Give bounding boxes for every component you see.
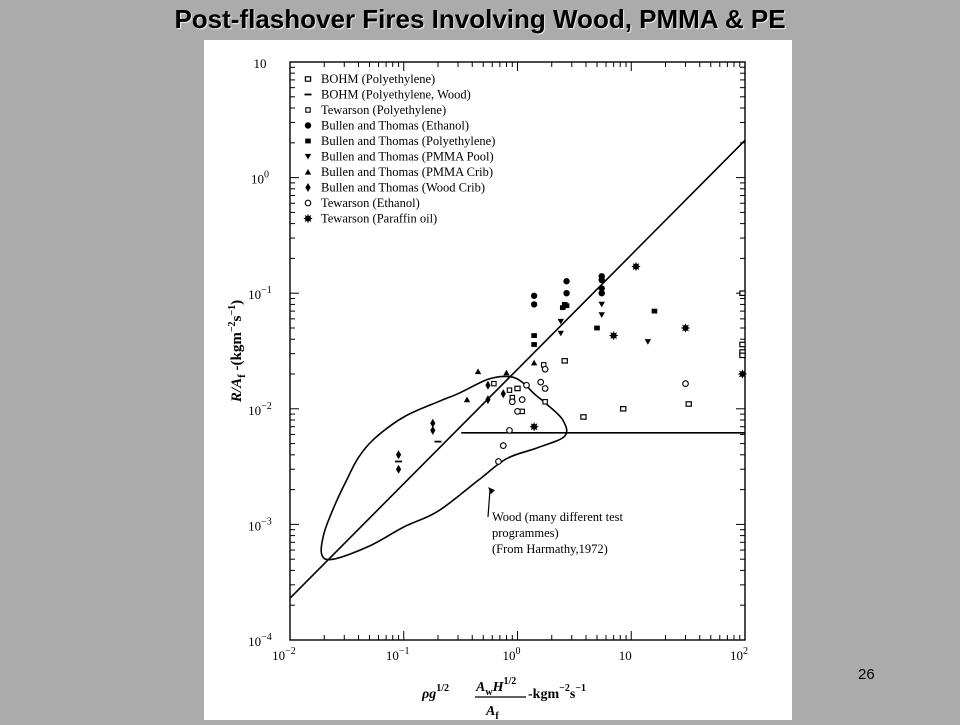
data-point — [524, 382, 530, 388]
y-tick-label: $10^{-4}$ — [248, 632, 272, 649]
data-point — [564, 303, 570, 308]
data-point — [599, 302, 605, 308]
data-point — [396, 465, 401, 474]
legend-marker — [306, 108, 310, 112]
legend-entry: Tewarson (Paraffin oil) — [321, 211, 438, 226]
y-axis-title: $R/A_f$ $-(kgm^{-2}s^{-1})$ — [227, 299, 248, 403]
data-point — [645, 339, 651, 345]
data-point — [531, 360, 537, 366]
legend-marker — [305, 122, 311, 128]
data-point — [594, 326, 600, 331]
legend-entry: Tewarson (Ethanol) — [321, 196, 420, 210]
annotation-text: (From Harmathy,1972) — [492, 542, 608, 556]
series-9 — [530, 262, 747, 431]
x-tick-label: $10^2$ — [730, 646, 748, 663]
data-point — [632, 262, 640, 270]
data-point — [485, 381, 490, 390]
annotation-text: Wood (many different test — [492, 510, 624, 524]
legend-entry: Bullen and Thomas (Wood Crib) — [321, 180, 486, 195]
data-point — [542, 366, 548, 372]
legend — [304, 72, 496, 226]
legend-marker — [305, 154, 311, 160]
data-point — [519, 397, 525, 403]
y-axis-label — [227, 300, 248, 403]
data-point — [530, 423, 538, 431]
x-axis-title-numerator: $A_wH^{1/2}$ — [476, 676, 517, 698]
y-tick-label: $10^0$ — [251, 169, 269, 187]
legend-marker — [305, 169, 311, 175]
x-tick-label: $10^{-2}$ — [272, 646, 296, 663]
chart-svg — [204, 40, 792, 720]
data-point — [609, 331, 617, 339]
data-point — [492, 381, 496, 385]
data-point — [509, 399, 515, 405]
data-point — [683, 381, 689, 387]
y-tick-label: $10^{-3}$ — [248, 516, 272, 534]
data-point — [396, 450, 401, 459]
data-point — [496, 459, 502, 465]
data-point — [531, 342, 537, 347]
series-1 — [395, 442, 441, 462]
data-point — [621, 407, 626, 411]
legend-entry: Bullen and Thomas (Ethanol) — [321, 118, 470, 133]
legend-marker — [305, 183, 310, 192]
data-point — [581, 415, 586, 419]
legend-marker — [305, 200, 311, 206]
x-tick-label: 10 — [618, 648, 632, 663]
x-axis-label — [421, 676, 586, 720]
data-point — [531, 293, 537, 299]
data-point — [500, 443, 506, 449]
legend-entry: Bullen and Thomas (Polyethylene) — [321, 134, 496, 148]
data-point — [542, 386, 548, 392]
data-point — [652, 309, 658, 314]
series-4 — [531, 302, 657, 347]
data-point — [740, 342, 745, 346]
series-5 — [558, 302, 652, 345]
legend-marker — [305, 77, 310, 81]
annotation-arrow — [488, 490, 490, 517]
series-7 — [396, 381, 506, 474]
data-point — [515, 409, 521, 415]
y-tick-label: 10 — [253, 56, 267, 71]
x-axis-title-prefix: $\rho g^{1/2}$ — [422, 683, 449, 702]
data-point — [562, 359, 567, 363]
data-point — [531, 301, 537, 307]
legend-marker — [304, 214, 312, 222]
data-point — [507, 388, 511, 392]
x-tick-label: $10^{-1}$ — [385, 646, 410, 663]
data-point — [475, 369, 481, 375]
slide-number: 26 — [858, 666, 875, 683]
legend-entry: Bullen and Thomas (PMMA Crib) — [321, 165, 493, 179]
figure-panel — [204, 40, 792, 720]
data-point — [599, 277, 605, 283]
data-point — [740, 291, 745, 295]
legend-entry: Tewarson (Polyethylene) — [321, 103, 447, 117]
data-point — [599, 312, 605, 318]
wood-annotation — [488, 487, 624, 556]
series-6 — [464, 360, 537, 402]
data-point — [543, 400, 547, 404]
data-point — [538, 379, 544, 385]
y-tick-label: $10^{-1}$ — [248, 285, 272, 303]
data-point — [681, 324, 689, 332]
series-3 — [531, 273, 605, 307]
x-tick-label: $10^0$ — [502, 646, 521, 663]
x-axis-title-units: $-kgm^{-2}s^{-1}$ — [528, 683, 586, 702]
annotation-text: programmes) — [492, 526, 559, 540]
slide-title: Post-flashover Fires Involving Wood, PMMA & PE — [174, 4, 786, 34]
data-points — [395, 262, 747, 473]
legend-marker — [305, 139, 311, 144]
x-axis-title-denominator: $A_f$ — [486, 704, 499, 720]
data-point — [430, 426, 435, 435]
data-point — [563, 290, 569, 296]
data-point — [503, 370, 509, 376]
data-point — [563, 278, 569, 284]
data-point — [738, 370, 746, 378]
legend-entry: BOHM (Polyethylene, Wood) — [321, 87, 471, 102]
legend-entry: BOHM (Polyethylene) — [321, 72, 436, 86]
data-point — [599, 290, 605, 296]
data-point — [515, 386, 520, 390]
data-point — [531, 333, 537, 338]
legend-entry: Bullen and Thomas (PMMA Pool) — [321, 149, 494, 164]
data-point — [558, 331, 564, 337]
y-tick-label: $10^{-2}$ — [248, 400, 272, 418]
annotation-arrowhead — [488, 487, 495, 494]
data-point — [501, 389, 506, 398]
series-0 — [515, 291, 745, 419]
data-point — [740, 353, 745, 357]
data-point — [507, 428, 513, 434]
data-point — [686, 402, 691, 406]
series-8 — [496, 366, 689, 464]
data-point — [464, 397, 470, 403]
